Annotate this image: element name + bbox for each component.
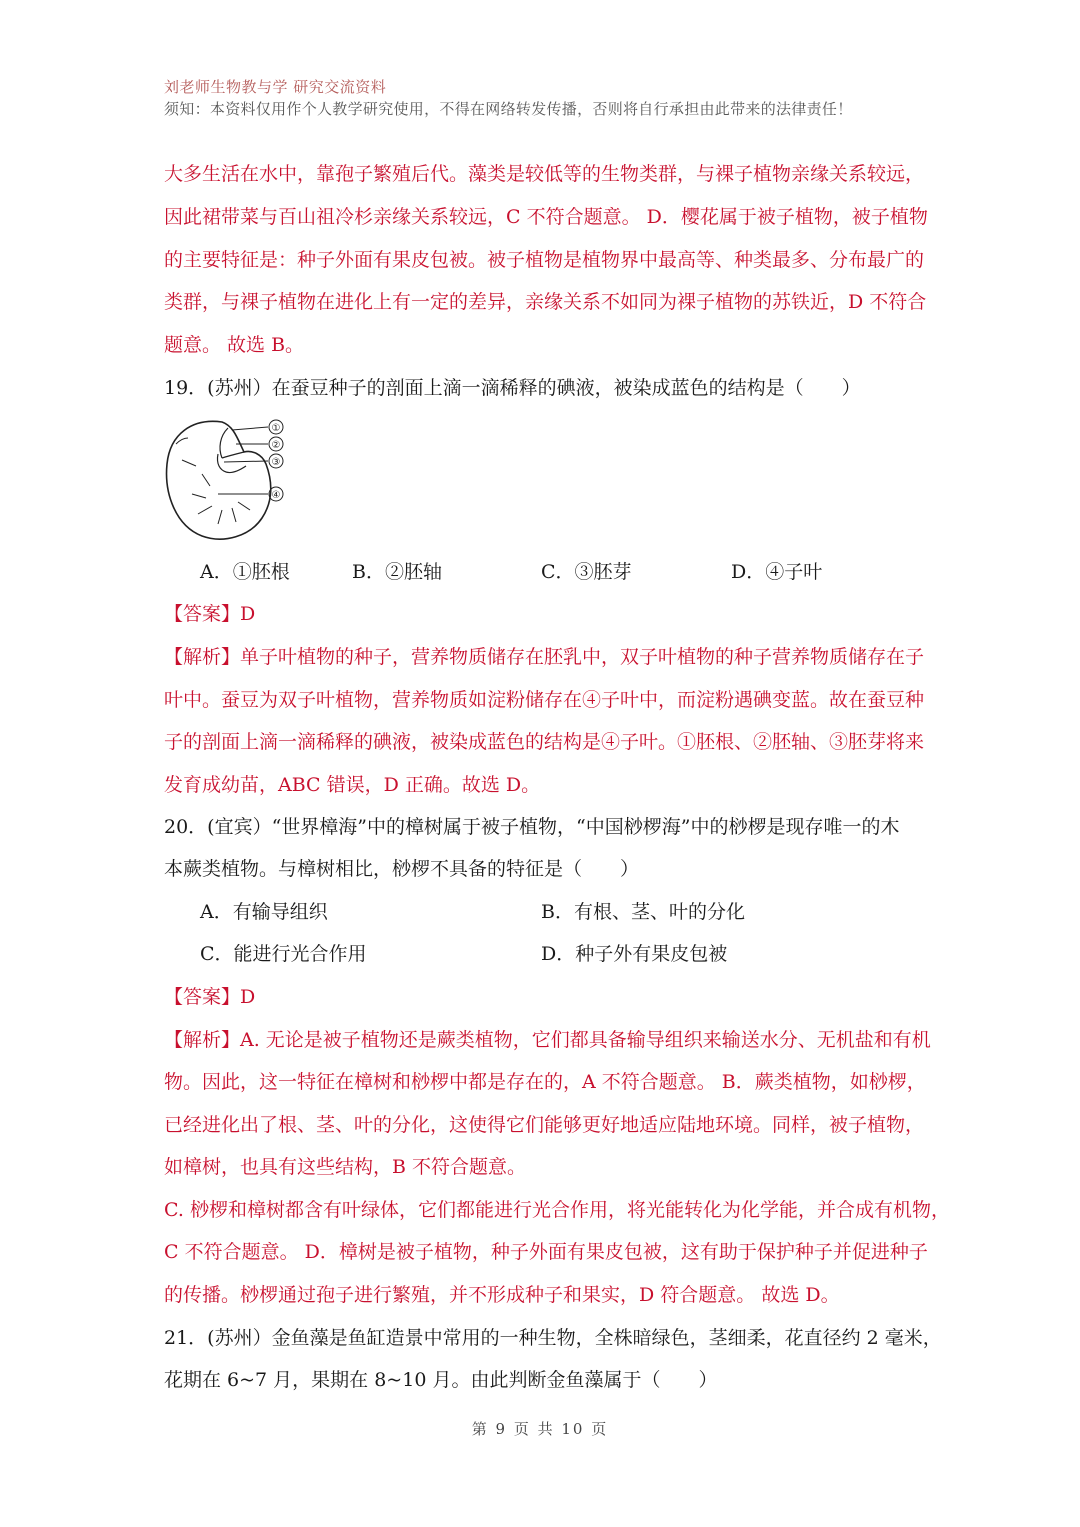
- question-21-stem: 花期在 6~7 月，果期在 8~10 月。由此判断金鱼藻属于（ ）: [164, 1369, 718, 1391]
- q19-explanation-line: 【解析】单子叶植物的种子，营养物质储存在胚乳中，双子叶植物的种子营养物质储存在子: [164, 646, 925, 668]
- q20-option-b: B．有根、茎、叶的分化: [541, 901, 745, 923]
- q19-option-a: A．①胚根: [200, 561, 290, 583]
- q19-option-d: D．④子叶: [731, 561, 823, 583]
- figure-label-1: ①: [271, 423, 281, 434]
- q20-explanation-line: 的传播。桫椤通过孢子进行繁殖，并不形成种子和果实，D 符合题意。 故选 D。: [164, 1284, 840, 1306]
- question-21-stem: 21．(苏州）金鱼藻是鱼缸造景中常用的一种生物，全株暗绿色，茎细柔，花直径约 2 毫米，: [164, 1327, 942, 1349]
- q20-explanation-line: 已经进化出了根、茎、叶的分化，这使得它们能够更好地适应陆地环境。同样，被子植物，: [164, 1114, 925, 1136]
- explanation-line: 因此裙带菜与百山祖冷杉亲缘关系较远，C 不符合题意。 D．樱花属于被子植物，被子植物: [164, 206, 928, 228]
- q20-option-c: C．能进行光合作用: [200, 943, 367, 965]
- explanation-line: 的主要特征是：种子外面有果皮包被。被子植物是植物界中最高等、种类最多、分布最广的: [164, 249, 925, 271]
- q19-explanation-line: 发育成幼苗，ABC 错误，D 正确。故选 D。: [164, 774, 541, 796]
- broad-bean-seed-diagram: [162, 414, 294, 544]
- q20-option-d: D．种子外有果皮包被: [541, 943, 728, 965]
- figure-label-3: ③: [271, 457, 281, 468]
- explanation-line: 大多生活在水中，靠孢子繁殖后代。藻类是较低等的生物类群，与裸子植物亲缘关系较远，: [164, 163, 925, 185]
- q20-option-a: A．有输导组织: [200, 901, 328, 923]
- q19-option-b: B．②胚轴: [352, 561, 442, 583]
- q20-explanation-line: 【解析】A. 无论是被子植物还是蕨类植物，它们都具备输导组织来输送水分、无机盐和有机: [164, 1029, 931, 1051]
- q19-option-c: C．③胚芽: [541, 561, 632, 583]
- page-number: 第 9 页 共 10 页: [471, 1420, 609, 1438]
- q19-explanation-line: 叶中。蚕豆为双子叶植物，营养物质如淀粉储存在④子叶中，而淀粉遇碘变蓝。故在蚕豆种: [164, 689, 925, 711]
- explanation-line: 题意。 故选 B。: [164, 334, 305, 356]
- header-title: 刘老师生物教与学 研究交流资料: [164, 78, 387, 96]
- q20-explanation-line: 如樟树，也具有这些结构，B 不符合题意。: [164, 1156, 527, 1178]
- header-notice: 须知：本资料仅用作个人教学研究使用，不得在网络转发传播，否则将自行承担由此带来的法律责任！: [164, 100, 853, 118]
- q20-explanation-line: 物。因此，这一特征在樟树和桫椤中都是存在的，A 不符合题意。 B．蕨类植物，如桫椤，: [164, 1071, 926, 1093]
- q20-explanation-line: C 不符合题意。 D．樟树是被子植物，种子外面有果皮包被，这有助于保护种子并促进种子: [164, 1241, 928, 1263]
- figure-label-4: ④: [271, 490, 281, 501]
- explanation-line: 类群，与裸子植物在进化上有一定的差异，亲缘关系不如同为裸子植物的苏铁近，D 不符合: [164, 291, 927, 313]
- q20-answer: 【答案】D: [164, 986, 256, 1008]
- figure-label-2: ②: [271, 440, 281, 451]
- q19-explanation-line: 子的剖面上滴一滴稀释的碘液，被染成蓝色的结构是④子叶。①胚根、②胚轴、③胚芽将来: [164, 731, 925, 753]
- question-19-stem: 19．(苏州）在蚕豆种子的剖面上滴一滴稀释的碘液，被染成蓝色的结构是（ ）: [164, 377, 861, 399]
- question-20-stem: 本蕨类植物。与樟树相比，桫椤不具备的特征是（ ）: [164, 858, 640, 880]
- q19-answer: 【答案】D: [164, 603, 256, 625]
- question-20-stem: 20．(宜宾）“世界樟海”中的樟树属于被子植物，“中国桫椤海”中的桫椤是现存唯一的木: [164, 816, 900, 838]
- q20-explanation-line: C. 桫椤和樟树都含有叶绿体，它们都能进行光合作用，将光能转化为化学能，并合成有机物，: [164, 1199, 950, 1221]
